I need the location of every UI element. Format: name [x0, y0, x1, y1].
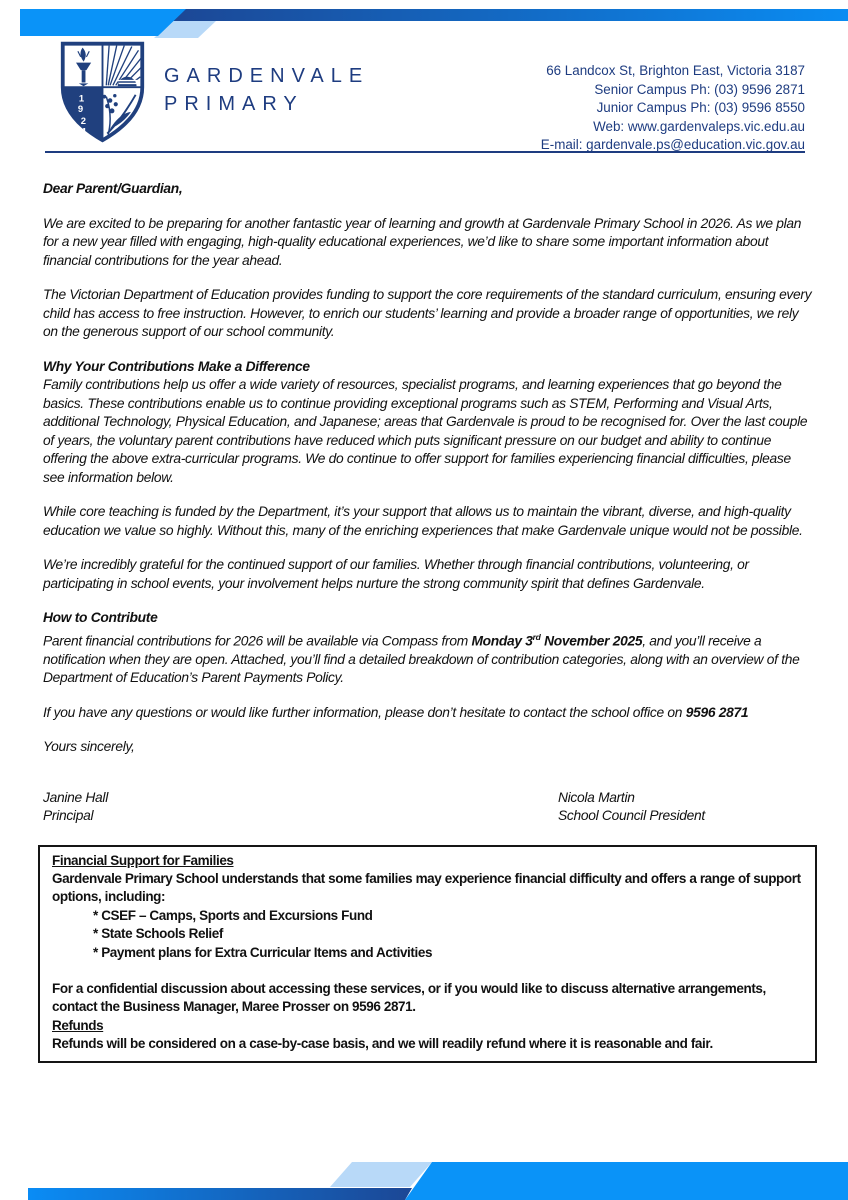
signature-council-president [558, 789, 705, 826]
compass-date-bold: Monday 3 [471, 633, 533, 649]
paragraph-grateful: We’re incredibly grateful for the continued support of our families. Whether through financial contributions, volunteering, or participating in school events, your involvement helps nurture the strong community spirit that defines Gardenvale. [43, 557, 749, 591]
bottom-navy-strip [28, 1188, 412, 1200]
crest-year-digit: 1 [81, 126, 87, 138]
support-box-heading: Financial Support for Families [52, 852, 234, 868]
salutation: Dear Parent/Guardian, [43, 181, 183, 196]
signature-principal [43, 789, 108, 826]
signature-name: Janine Hall [43, 789, 108, 805]
contact-address: 66 Landcox St, Brighton East, Victoria 3187 [546, 63, 805, 78]
top-navy-strip [170, 9, 848, 21]
paragraph-contributions: Family contributions help us offer a wide variety of resources, specialist programs, and learning experiences that go beyond the basics. These contributions enable us to continue providing exceptional programs such as STEM, Performing and Visual Arts, additional Technology, Physical Education, and Japanese; areas that Gardenvale is proud to be recognised for. Over the last couple of years, the voluntary parent contributions have reduced which puts significant pressure on our budget and ability to continue offering the above extra-curricular programs. We do continue to offer support for families experiencing financial difficulties, please see information below. [43, 377, 808, 485]
closing: Yours sincerely, [43, 739, 135, 755]
heading-how-to-contribute: How to Contribute [43, 610, 158, 625]
school-wordmark [164, 62, 369, 118]
signature-title: School Council President [558, 808, 705, 824]
refunds-text: Refunds will be considered on a case-by-case basis, and we will readily refund where it is reasonable and fair. [52, 1036, 713, 1052]
paragraph-intro: We are excited to be preparing for another fantastic year of learning and growth at Gardenvale Primary School in 2026. As we plan for a new year filled with engaging, high-quality educational experiences, we’d like to share some important information about financial contributions for the year ahead. [43, 215, 802, 268]
crest-year-digit: 2 [80, 116, 86, 128]
signature-block [43, 789, 813, 829]
contact-senior-phone: Senior Campus Ph: (03) 9596 2871 [594, 81, 805, 97]
signature-title: Principal [43, 808, 94, 824]
paragraph-questions [43, 704, 813, 723]
bottom-ribbon-decoration [0, 1155, 848, 1200]
financial-support-box [38, 845, 817, 1063]
compass-text-pre: Parent financial contributions for 2026 will be available via Compass from [43, 633, 472, 649]
crest-year-digit: 9 [77, 103, 84, 115]
contact-web[interactable]: Web: www.gardenvaleps.vic.edu.au [593, 118, 805, 134]
heading-why-contributions: Why Your Contributions Make a Difference [43, 358, 310, 374]
support-box-intro: Gardenvale Primary School understands that some families may experience financial difficulty and offers a range of support options, including: [52, 871, 801, 905]
crest-year-digit: 1 [78, 93, 85, 105]
paragraph-core-teaching: While core teaching is funded by the Department, it’s your support that allows us to maintain the vibrant, diverse, and high-quality education we value so highly. Without this, many of the enriching experiences that make Gardenvale unique would not be possible. [43, 504, 803, 538]
refunds-heading: Refunds [52, 1017, 104, 1033]
paragraph-compass [43, 628, 813, 688]
school-crest-logo [55, 38, 150, 144]
support-options-list [52, 907, 803, 962]
letter-body [43, 180, 813, 1063]
support-option-csef: * CSEF – Camps, Sports and Excursions Fund [93, 907, 373, 923]
support-box-spacer [52, 962, 803, 980]
signature-name: Nicola Martin [558, 789, 635, 805]
contact-block [541, 62, 805, 155]
compass-date-ordinal: rd [532, 631, 541, 642]
school-name-line1: GARDENVALE [164, 65, 370, 87]
top-ribbon-decoration [0, 0, 848, 45]
support-box-confidential: For a confidential discussion about accessing these services, or if you would like to discuss alternative arrangements, contact the Business Manager, Maree Prosser on 9596 2871. [52, 981, 766, 1015]
letterhead [55, 38, 805, 153]
bottom-light-parallelogram [330, 1162, 432, 1187]
compass-text-post: , and you’ll receive a notification when they are open. Attached, you’ll find a detailed breakdown of contribution categories, along with an overview of the Department of Education’s Parent Payments Policy. [43, 633, 800, 686]
office-phone-bold: 9596 2871 [685, 704, 749, 720]
paragraph-funding: The Victorian Department of Education provides funding to support the core requirements of the standard curriculum, ensuring every child has access to free instruction. However, to enrich our students’ learning and provide a broader range of opportunities, we rely on the generous support of our school community. [43, 287, 812, 339]
compass-date-bold-2: November 2025 [540, 633, 643, 649]
support-option-payment-plans: * Payment plans for Extra Curricular Items and Activities [93, 944, 433, 960]
contact-email[interactable]: E-mail: gardenvale.ps@education.vic.gov.au [540, 137, 805, 153]
bottom-bright-band [405, 1162, 848, 1200]
support-option-state-schools-relief: * State Schools Relief [93, 926, 223, 942]
contact-junior-phone: Junior Campus Ph: (03) 9596 8550 [596, 100, 805, 116]
top-bright-band [20, 9, 186, 36]
school-name-line2: PRIMARY [164, 93, 304, 115]
questions-text: If you have any questions or would like further information, please don’t hesitate to contact the school office on [43, 704, 686, 720]
